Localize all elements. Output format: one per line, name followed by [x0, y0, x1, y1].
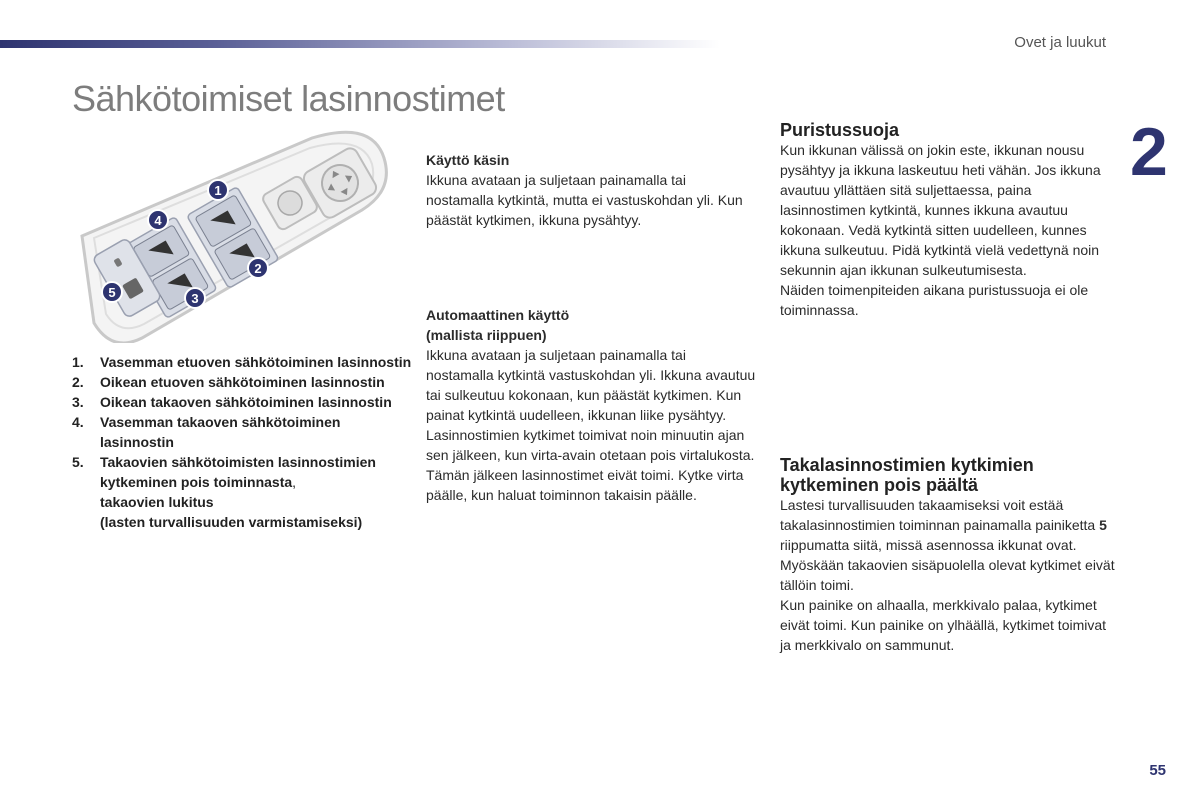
- svg-text:1: 1: [214, 183, 222, 198]
- rear-lock-text-2: Myöskään takaovien sisäpuolella olevat kytkimet eivät tällöin toimi.: [780, 557, 1115, 593]
- callout-4: [148, 210, 168, 230]
- section-name: Ovet ja luukut: [1014, 34, 1106, 51]
- automatic-operation: [426, 305, 756, 505]
- window-switch-diagram: [72, 128, 402, 343]
- chapter-number: 2: [1130, 114, 1168, 190]
- antipinch-section: [780, 120, 1120, 320]
- rear-lock-text-1: Lastesi turvallisuuden takaamiseksi voit estää takalasinnostimien toiminnan painamalla painiketta 5 riippumatta siitä, missä asennossa ikkunat ovat.: [780, 497, 1107, 553]
- legend-item-3: 3. Oikean takaoven sähkötoiminen lasinnostin: [72, 394, 392, 410]
- automatic-heading: Automaattinen käyttö: [426, 307, 570, 323]
- svg-text:4: 4: [154, 213, 162, 228]
- automatic-text-3: Tämän jälkeen lasinnostimet eivät toimi. Kytke virta päälle, kun haluat toiminnon takaisin päälle.: [426, 467, 744, 503]
- legend-item-1: 1. Vasemman etuoven sähkötoiminen lasinnostin: [72, 354, 412, 370]
- legend-list: [72, 352, 412, 532]
- page-title: Sähkötoimiset lasinnostimet: [72, 78, 505, 119]
- callout-1: [208, 180, 228, 200]
- rear-lock-heading: Takalasinnostimien kytkimien kytkeminen pois päältä: [780, 455, 1034, 495]
- callout-3: [185, 288, 205, 308]
- rear-lock-section: [780, 455, 1120, 655]
- antipinch-text-2: Näiden toimenpiteiden aikana puristussuoja ei ole toiminnassa.: [780, 282, 1089, 318]
- automatic-text-2: Lasinnostimien kytkimet toimivat noin minuutin ajan sen jälkeen, kun virta-avain otetaan pois virtalukosta.: [426, 427, 755, 463]
- antipinch-text-1: Kun ikkunan välissä on jokin este, ikkunan nousu pysähtyy ja ikkuna laskeutuu heti vähän. Jos ikkuna avautuu yllättäen sitä suljettaessa, paina lasinnostimen kytkintä, kunnes ikkuna avautuu kokonaan. Vedä kytkintä sitten uudelleen, kunnes ikkuna sulkeutuu. Pidä kytkintä vielä vedettynä noin sekunnin ajan ikkunan sulkeutumisesta.: [780, 142, 1101, 278]
- rear-lock-text-3: Kun painike on alhaalla, merkkivalo palaa, kytkimet eivät toimi. Kun painike on ylhäällä, kytkimet toimivat ja merkkivalo on sammunut.: [780, 597, 1107, 653]
- callout-5: [102, 282, 122, 302]
- legend-item-5: 5. Takaovien sähkötoimisten lasinnostimien kytkeminen pois toiminnasta, takaovien lukitus (lasten turvallisuuden varmistamiseksi): [72, 454, 376, 530]
- callout-2: [248, 258, 268, 278]
- svg-text:3: 3: [191, 291, 199, 306]
- automatic-subheading: (mallista riippuen): [426, 327, 547, 343]
- page-number: 55: [1149, 762, 1166, 779]
- svg-text:5: 5: [108, 285, 116, 300]
- manual-operation: [426, 150, 756, 230]
- automatic-text-1: Ikkuna avataan ja suljetaan painamalla tai nostamalla kytkintä vastuskohdan yli. Ikkuna avautuu tai sulkeutuu kokonaan, kun päästät kytkimen. Kun painat kytkintä uudelleen, ikkunan liike pysähtyy.: [426, 347, 756, 423]
- manual-heading: Käyttö käsin: [426, 152, 510, 168]
- svg-text:2: 2: [254, 261, 262, 276]
- legend-item-4: 4. Vasemman takaoven sähkötoiminen lasinnostin: [72, 414, 341, 450]
- antipinch-heading: Puristussuoja: [780, 120, 900, 140]
- manual-text: Ikkuna avataan ja suljetaan painamalla tai nostamalla kytkintä, mutta ei vastuskohdan yli. Kun päästät kytkimen, ikkuna pysähtyy.: [426, 172, 743, 228]
- legend-item-2: 2. Oikean etuoven sähkötoiminen lasinnostin: [72, 374, 385, 390]
- header-accent-bar: [0, 40, 720, 48]
